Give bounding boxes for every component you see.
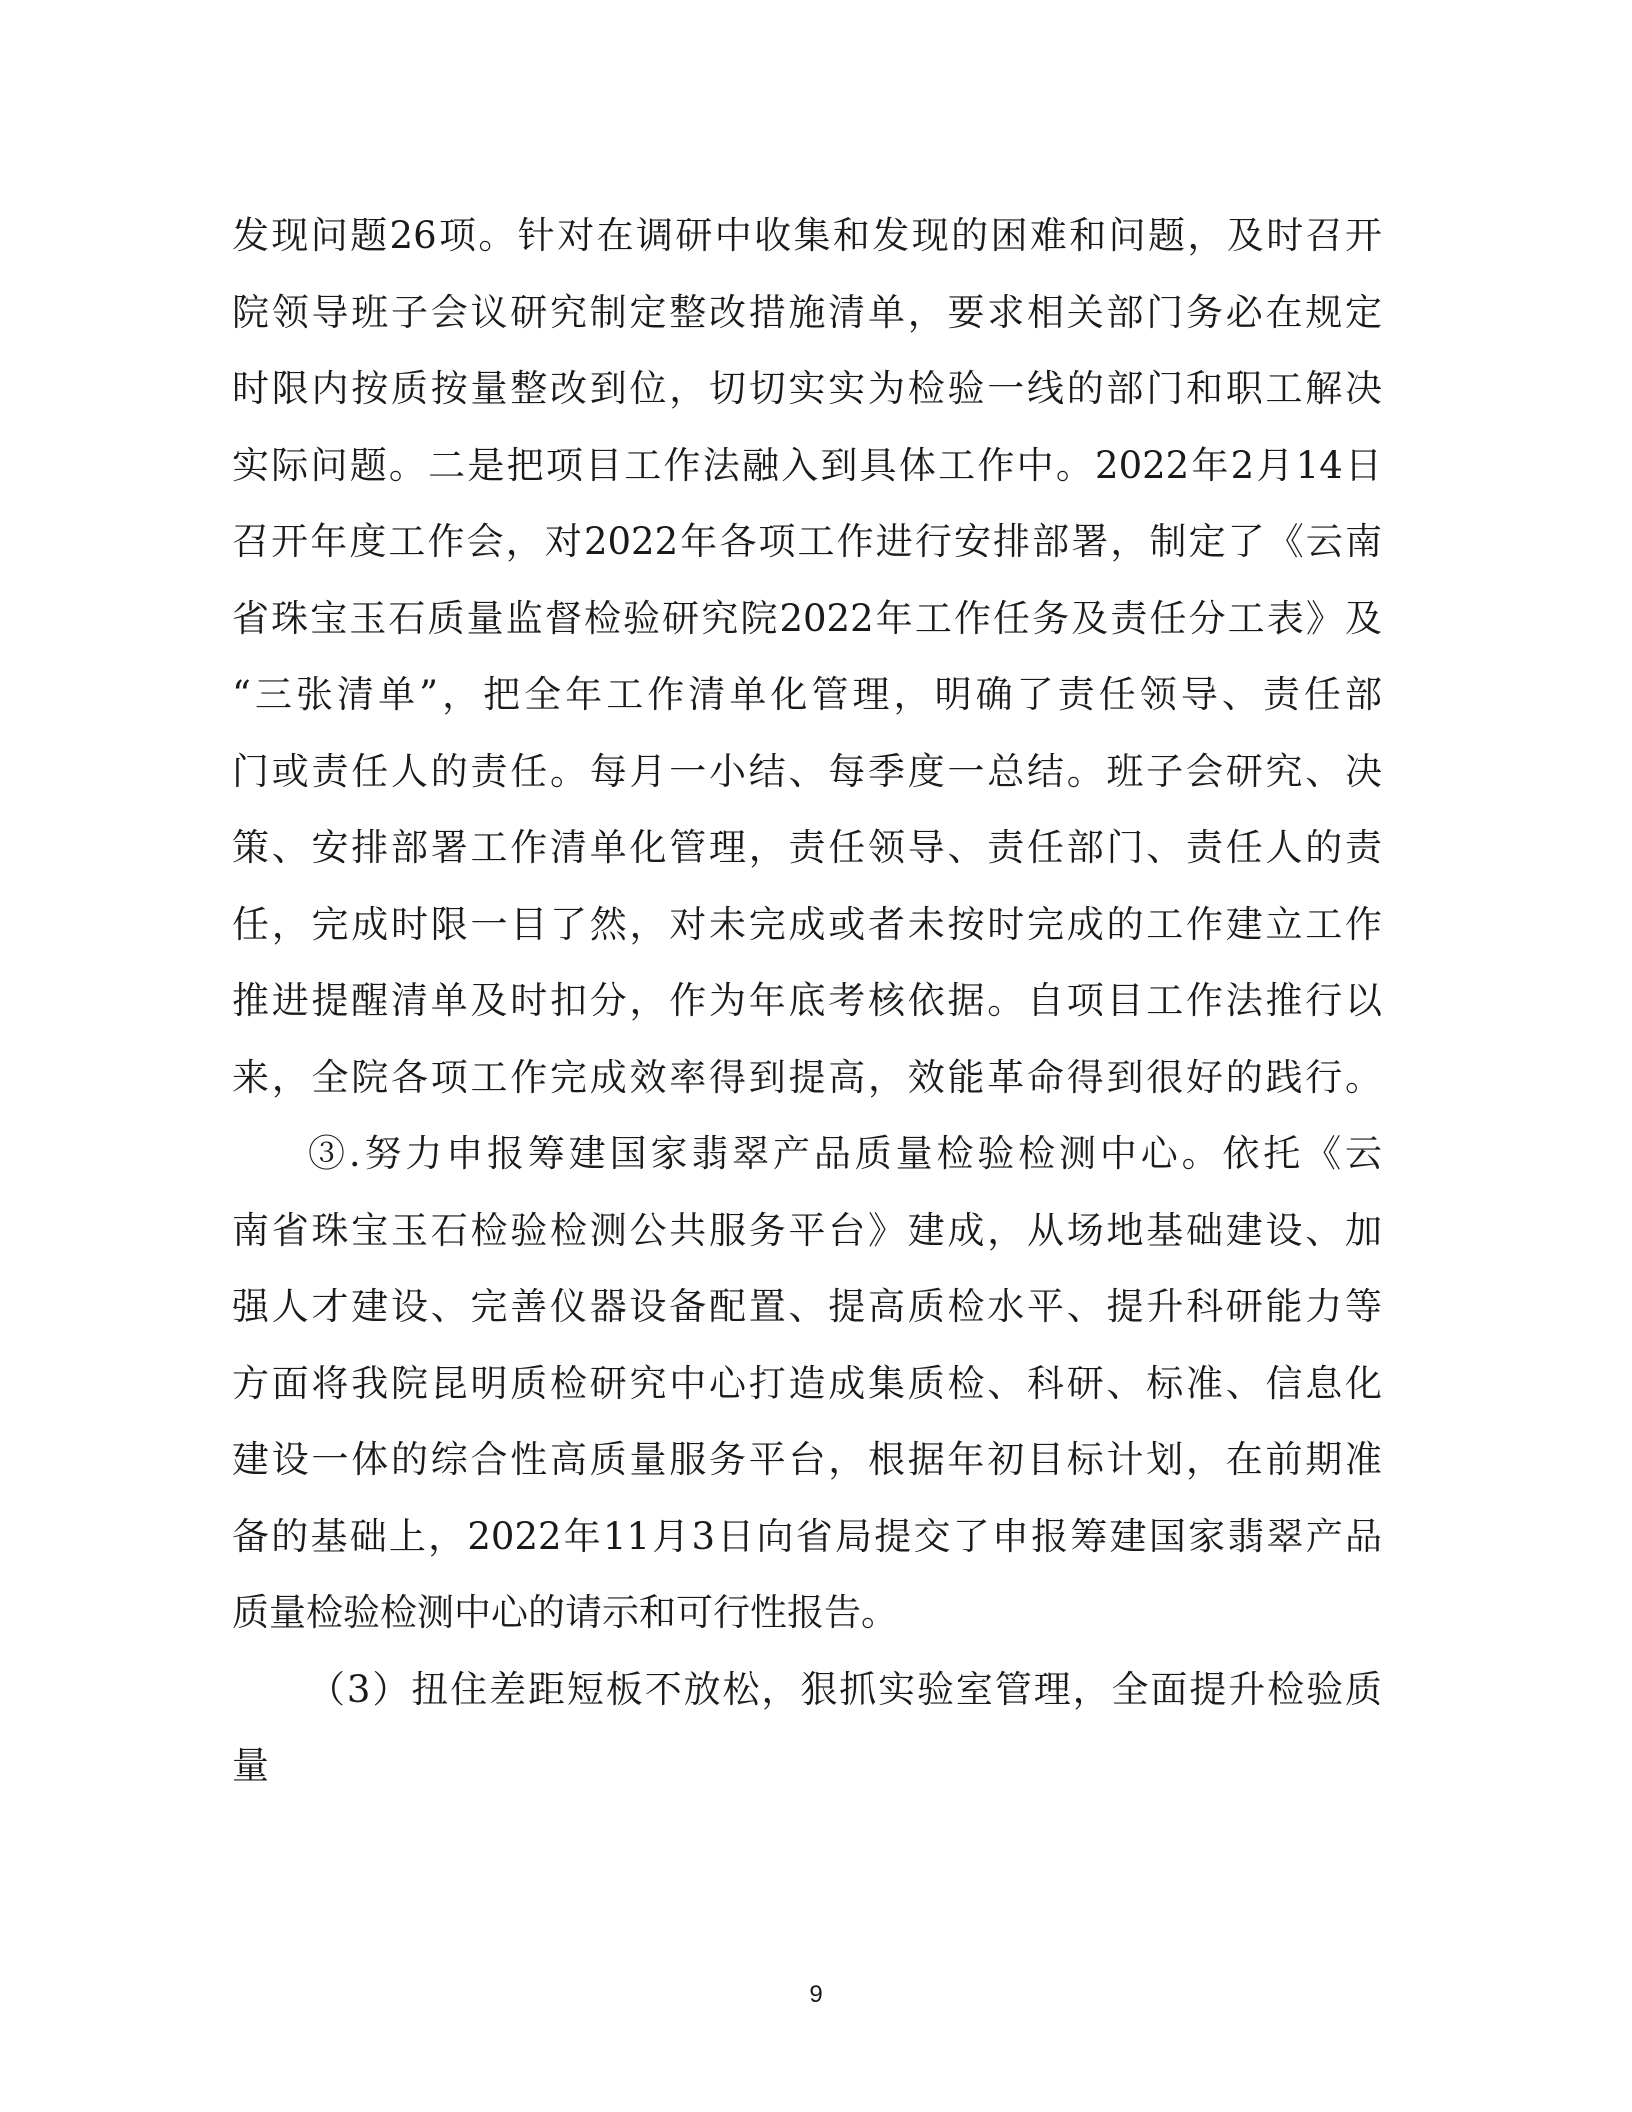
text-line: 发现问题26项。针对在调研中收集和发现的困难和问题，及时召开 (232, 214, 1382, 257)
text-line: 方面将我院昆明质检研究中心打造成集质检、科研、标准、信息化 (232, 1362, 1382, 1405)
text-line: 院领导班子会议研究制定整改措施清单，要求相关部门务必在规定 (232, 291, 1382, 334)
paragraph-last-line: 质量检验检测中心的请示和可行性报告。 (232, 1591, 898, 1634)
text-line: 省珠宝玉石质量监督检验研究院2022年工作任务及责任分工表》及 (232, 597, 1382, 640)
text-line: 南省珠宝玉石检验检测公共服务平台》建成，从场地基础建设、加 (232, 1209, 1382, 1252)
section-heading-line: （3）扭住差距短板不放松，狠抓实验室管理，全面提升检验质 (308, 1668, 1382, 1711)
text-line: 任，完成时限一目了然，对未完成或者未按时完成的工作建立工作 (232, 903, 1382, 946)
text-line: 备的基础上，2022年11月3日向省局提交了申报筹建国家翡翠产品 (232, 1515, 1382, 1558)
page-number: 9 (809, 1981, 823, 2008)
text-line: 建设一体的综合性高质量服务平台，根据年初目标计划，在前期准 (232, 1438, 1382, 1481)
text-line: 策、安排部署工作清单化管理，责任领导、责任部门、责任人的责 (232, 826, 1382, 869)
text-line: 召开年度工作会，对2022年各项工作进行安排部署，制定了《云南 (232, 520, 1382, 563)
text-line: 门或责任人的责任。每月一小结、每季度一总结。班子会研究、决 (232, 750, 1382, 793)
section-heading-line: 量 (232, 1744, 269, 1787)
text-line: 时限内按质按量整改到位，切切实实为检验一线的部门和职工解决 (232, 367, 1382, 410)
text-line: 实际问题。二是把项目工作法融入到具体工作中。2022年2月14日 (232, 444, 1382, 487)
text-line: “三张清单”，把全年工作清单化管理，明确了责任领导、责任部 (232, 673, 1382, 716)
text-line: 强人才建设、完善仪器设备配置、提高质检水平、提升科研能力等 (232, 1285, 1382, 1328)
text-line: 推进提醒清单及时扣分，作为年底考核依据。自项目工作法推行以 (232, 979, 1382, 1022)
paragraph-first-line: ③.努力申报筹建国家翡翠产品质量检验检测中心。依托《云 (308, 1132, 1382, 1175)
text-line: 来，全院各项工作完成效率得到提高，效能革命得到很好的践行。 (232, 1056, 1382, 1099)
